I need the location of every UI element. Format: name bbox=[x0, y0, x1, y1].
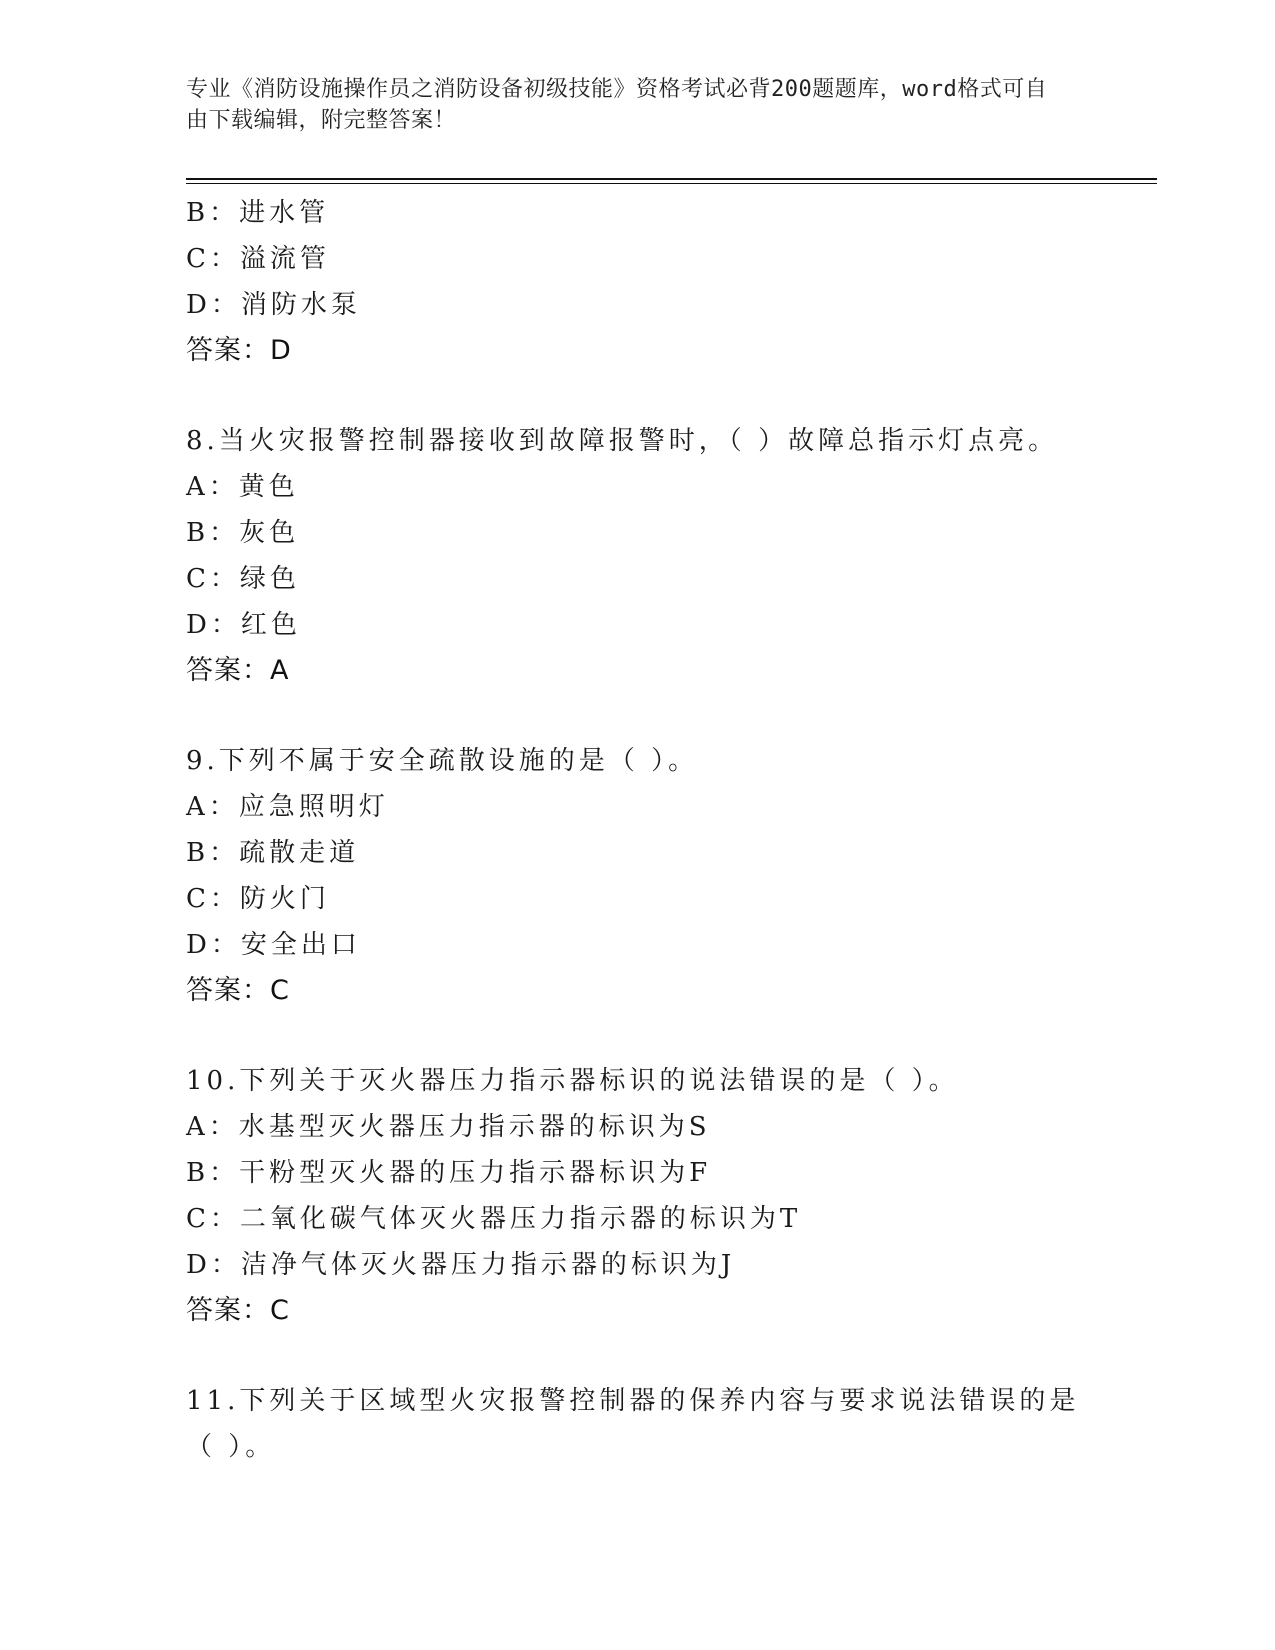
question-text: 9.下列不属于安全疏散设施的是（ ）。 bbox=[186, 746, 699, 776]
answer: 答案：A bbox=[186, 655, 290, 686]
header-rule-thin bbox=[186, 183, 1157, 184]
answer: 答案：D bbox=[186, 335, 292, 366]
option-c: C：二氧化碳气体灭火器压力指示器的标识为T bbox=[186, 1204, 802, 1234]
option-c: C：绿色 bbox=[186, 564, 300, 594]
answer: 答案：C bbox=[186, 1295, 290, 1326]
question-text: 10.下列关于灭火器压力指示器标识的说法错误的是（ ）。 bbox=[186, 1066, 959, 1096]
question-text: 11.下列关于区域型火灾报警控制器的保养内容与要求说法错误的是（ ）。 bbox=[186, 1386, 1080, 1462]
option-d: D：红色 bbox=[186, 610, 301, 640]
option-a: A：水基型灭火器压力指示器的标识为S bbox=[186, 1112, 711, 1142]
question-list bbox=[186, 190, 1106, 1470]
option-c: C：溢流管 bbox=[186, 244, 330, 274]
option-a: A：应急照明灯 bbox=[186, 792, 389, 822]
option-d: D：安全出口 bbox=[186, 930, 361, 960]
question-text: 8.当火灾报警控制器接收到故障报警时，（ ）故障总指示灯点亮。 bbox=[186, 426, 1059, 456]
option-c: C：防火门 bbox=[186, 884, 330, 914]
option-b: B：疏散走道 bbox=[186, 838, 360, 868]
option-a: A：黄色 bbox=[186, 472, 299, 502]
option-d: D：洁净气体灭火器压力指示器的标识为J bbox=[186, 1250, 736, 1280]
question-10 bbox=[186, 1058, 1106, 1334]
option-b: B：干粉型灭火器的压力指示器标识为F bbox=[186, 1158, 712, 1188]
option-b: B：灰色 bbox=[186, 518, 300, 548]
question-9 bbox=[186, 738, 1106, 1014]
option-d: D：消防水泵 bbox=[186, 290, 361, 320]
question-8 bbox=[186, 418, 1106, 694]
question-11 bbox=[186, 1378, 1106, 1470]
header-rule-thick bbox=[186, 178, 1157, 180]
document-header: 专业《消防设施操作员之消防设备初级技能》资格考试必背200题题库，word格式可自由下载编辑，附完整答案！ bbox=[186, 77, 1048, 133]
answer: 答案：C bbox=[186, 975, 290, 1006]
option-b: B：进水管 bbox=[186, 198, 330, 228]
question-7 bbox=[186, 190, 1106, 374]
